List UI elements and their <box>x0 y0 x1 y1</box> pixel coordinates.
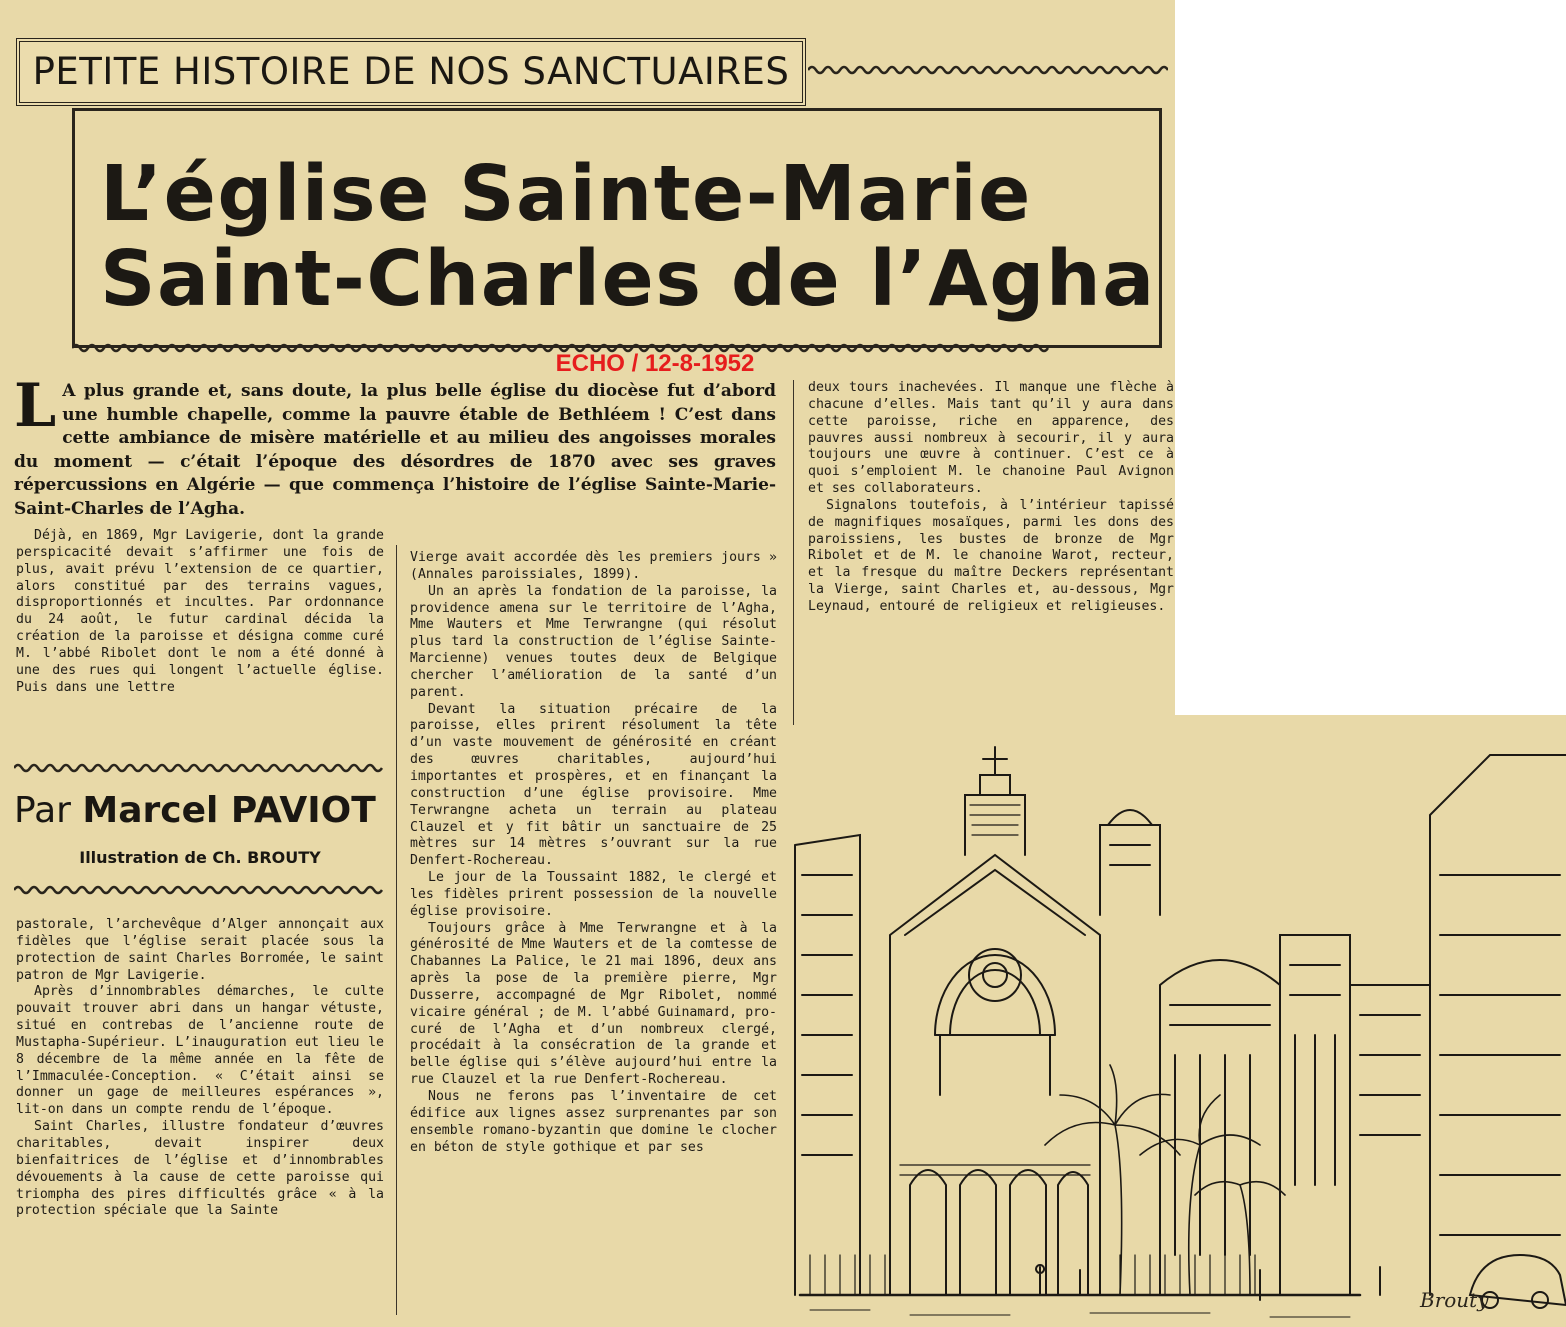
paragraph: Vierge avait accordée dès les premiers jours » (Annales paroissiales, 1899). <box>410 550 777 582</box>
paragraph: Nous ne ferons pas l’inventaire de cet édifice aux lignes assez surprenantes par son ensemble romano-byzantin que domine le clocher en béton de style gothique et par ses <box>410 1089 777 1155</box>
lede-text: A plus grande et, sans doute, la plus belle église du diocèse fut d’abord une humble chapelle, comme la pauvre étable de Bethléem ! C’est dans cette ambiance de misère matérielle et au milieu des angoisses morales du moment — c’était l’époque des désordres de 1870 avec ses graves répercussions en Algérie — que commença l’histoire de l’église Sainte-Marie-Saint-Charles de l’Agha. <box>14 381 776 519</box>
byline <box>14 790 386 831</box>
echo-date-stamp: ECHO / 12-8-1952 <box>555 350 755 377</box>
drop-cap: L <box>14 371 57 441</box>
paragraph: Signalons toutefois, à l’intérieur tapissé de magnifiques mosaïques, parmi les dons des paroissiens, les bustes de bronze de Mgr Ribolet et de M. le chanoine Warot, recteur, et la fresque du maître Deckers représentant la Vierge, saint Charles et, au-dessous, Mgr Leynaud, entouré de religieux et religieuses. <box>808 497 1174 614</box>
paragraph: Devant la situation précaire de la paroisse, elles prirent résolument la tête d’un vaste mouvement de générosité en créant des œuvres charitables, aujourd’hui importantes et prospères, et en finançant la construction d’une église provisoire. Mme Terwrangne acheta un terrain au plateau Clauzel et y fit bâtir un sanctuaire de 25 mètres sur 14 mètres s’ouvrant sur la rue Denfert-Rochereau. <box>410 701 777 869</box>
paragraph: pastorale, l’archevêque d’Alger annonçait aux fidèles que l’église serait placée sous la protection de saint Charles Borromée, le saint patron de Mgr Lavigerie. <box>16 917 384 983</box>
column-3 <box>808 380 1174 616</box>
paragraph: Un an après la fondation de la paroisse, la providence amena sur le territoire de l’Agha, Mme Wauters et Mme Terwrangne (qui résolut plus tard la construction de l’église Sainte-Marcienne) venues toutes deux de Belgique chercher l’amélioration de la santé d’un parent. <box>410 583 777 700</box>
column-1-bottom <box>16 917 384 1220</box>
illustrator-signature: Brouty <box>1420 1288 1489 1312</box>
paragraph: Le jour de la Toussaint 1882, le clergé et les fidèles prirent possession de la nouvelle église provisoire. <box>410 870 777 919</box>
wavy-rule-top <box>808 64 1168 76</box>
headline-line-1: L’église Sainte-Marie <box>100 150 1032 239</box>
column-rule-2 <box>793 380 794 725</box>
kicker-title: PETITE HISTOIRE DE NOS SANCTUAIRES <box>16 38 806 106</box>
wavy-rule-byline-bottom <box>14 884 386 896</box>
paragraph: deux tours inachevées. Il manque une flèche à chacune d’elles. Mais tant qu’il y aura dans cette paroisse, riche en apparence, des pauvres aussi nombreux à secourir, il y aura toujours une œuvre à continuer. C’est ce à quoi s’emploient M. le chanoine Paul Avignon et ses collaborateurs. <box>808 380 1174 497</box>
church-illustration <box>790 735 1566 1327</box>
paragraph: Après d’innombrables démarches, le culte pouvait trouver abri dans un hangar vétuste, situé en contrebas de l’ancienne route de Mustapha-Supérieur. L’inauguration eut lieu le 8 décembre de la même année en la fête de l’Immaculée-Conception. « C’était ainsi se donner un gage de meilleures espérances », lit-on dans un compte rendu de l’époque. <box>16 984 384 1118</box>
lede-paragraph <box>14 371 776 521</box>
column-rule-1 <box>396 545 397 1315</box>
wavy-rule-byline-top <box>14 762 386 774</box>
paragraph: Saint Charles, illustre fondateur d’œuvres charitables, devait inspirer deux bienfaitrices de l’église et d’innombrables dévouements à la cause de cette paroisse qui triompha des pires difficultés grâce « à la protection spéciale que la Sainte <box>16 1119 384 1219</box>
byline-prefix: Par <box>14 790 71 831</box>
paragraph: Toujours grâce à Mme Terwrangne et à la générosité de Mme Wauters et de la comtesse de Chabannes La Palice, le 21 mai 1896, deux ans après la pose de la première pierre, Mgr Dusserre, accompagné de Mgr Ribolet, nommé vicaire général ; de M. l’abbé Guinamard, pro-curé de l’Agha et d’un nombreux clergé, procédait à la consécration de la grande et belle église qui s’élève aujourd’hui entre la rue Clauzel et la rue Denfert-Rochereau. <box>410 920 777 1088</box>
headline-line-2: Saint-Charles de l’Agha <box>100 235 1156 324</box>
byline-author: Marcel PAVIOT <box>82 790 376 831</box>
illustration-credit: Illustration de Ch. BROUTY <box>79 848 321 867</box>
paragraph: Déjà, en 1869, Mgr Lavigerie, dont la grande perspicacité devait s’affirmer une fois de plus, avait prévu l’extension de ce quartier, alors constitué par des terrains vagues, disproportionnés et incultes. Par ordonnance du 24 août, le futur cardinal décida la création de la paroisse et désigna comme curé M. l’abbé Ribolet dont le nom a été donné à une des rues qui longent l’actuelle église. Puis dans une lettre <box>16 528 384 695</box>
column-1-top <box>16 528 384 696</box>
column-2 <box>410 550 777 1156</box>
